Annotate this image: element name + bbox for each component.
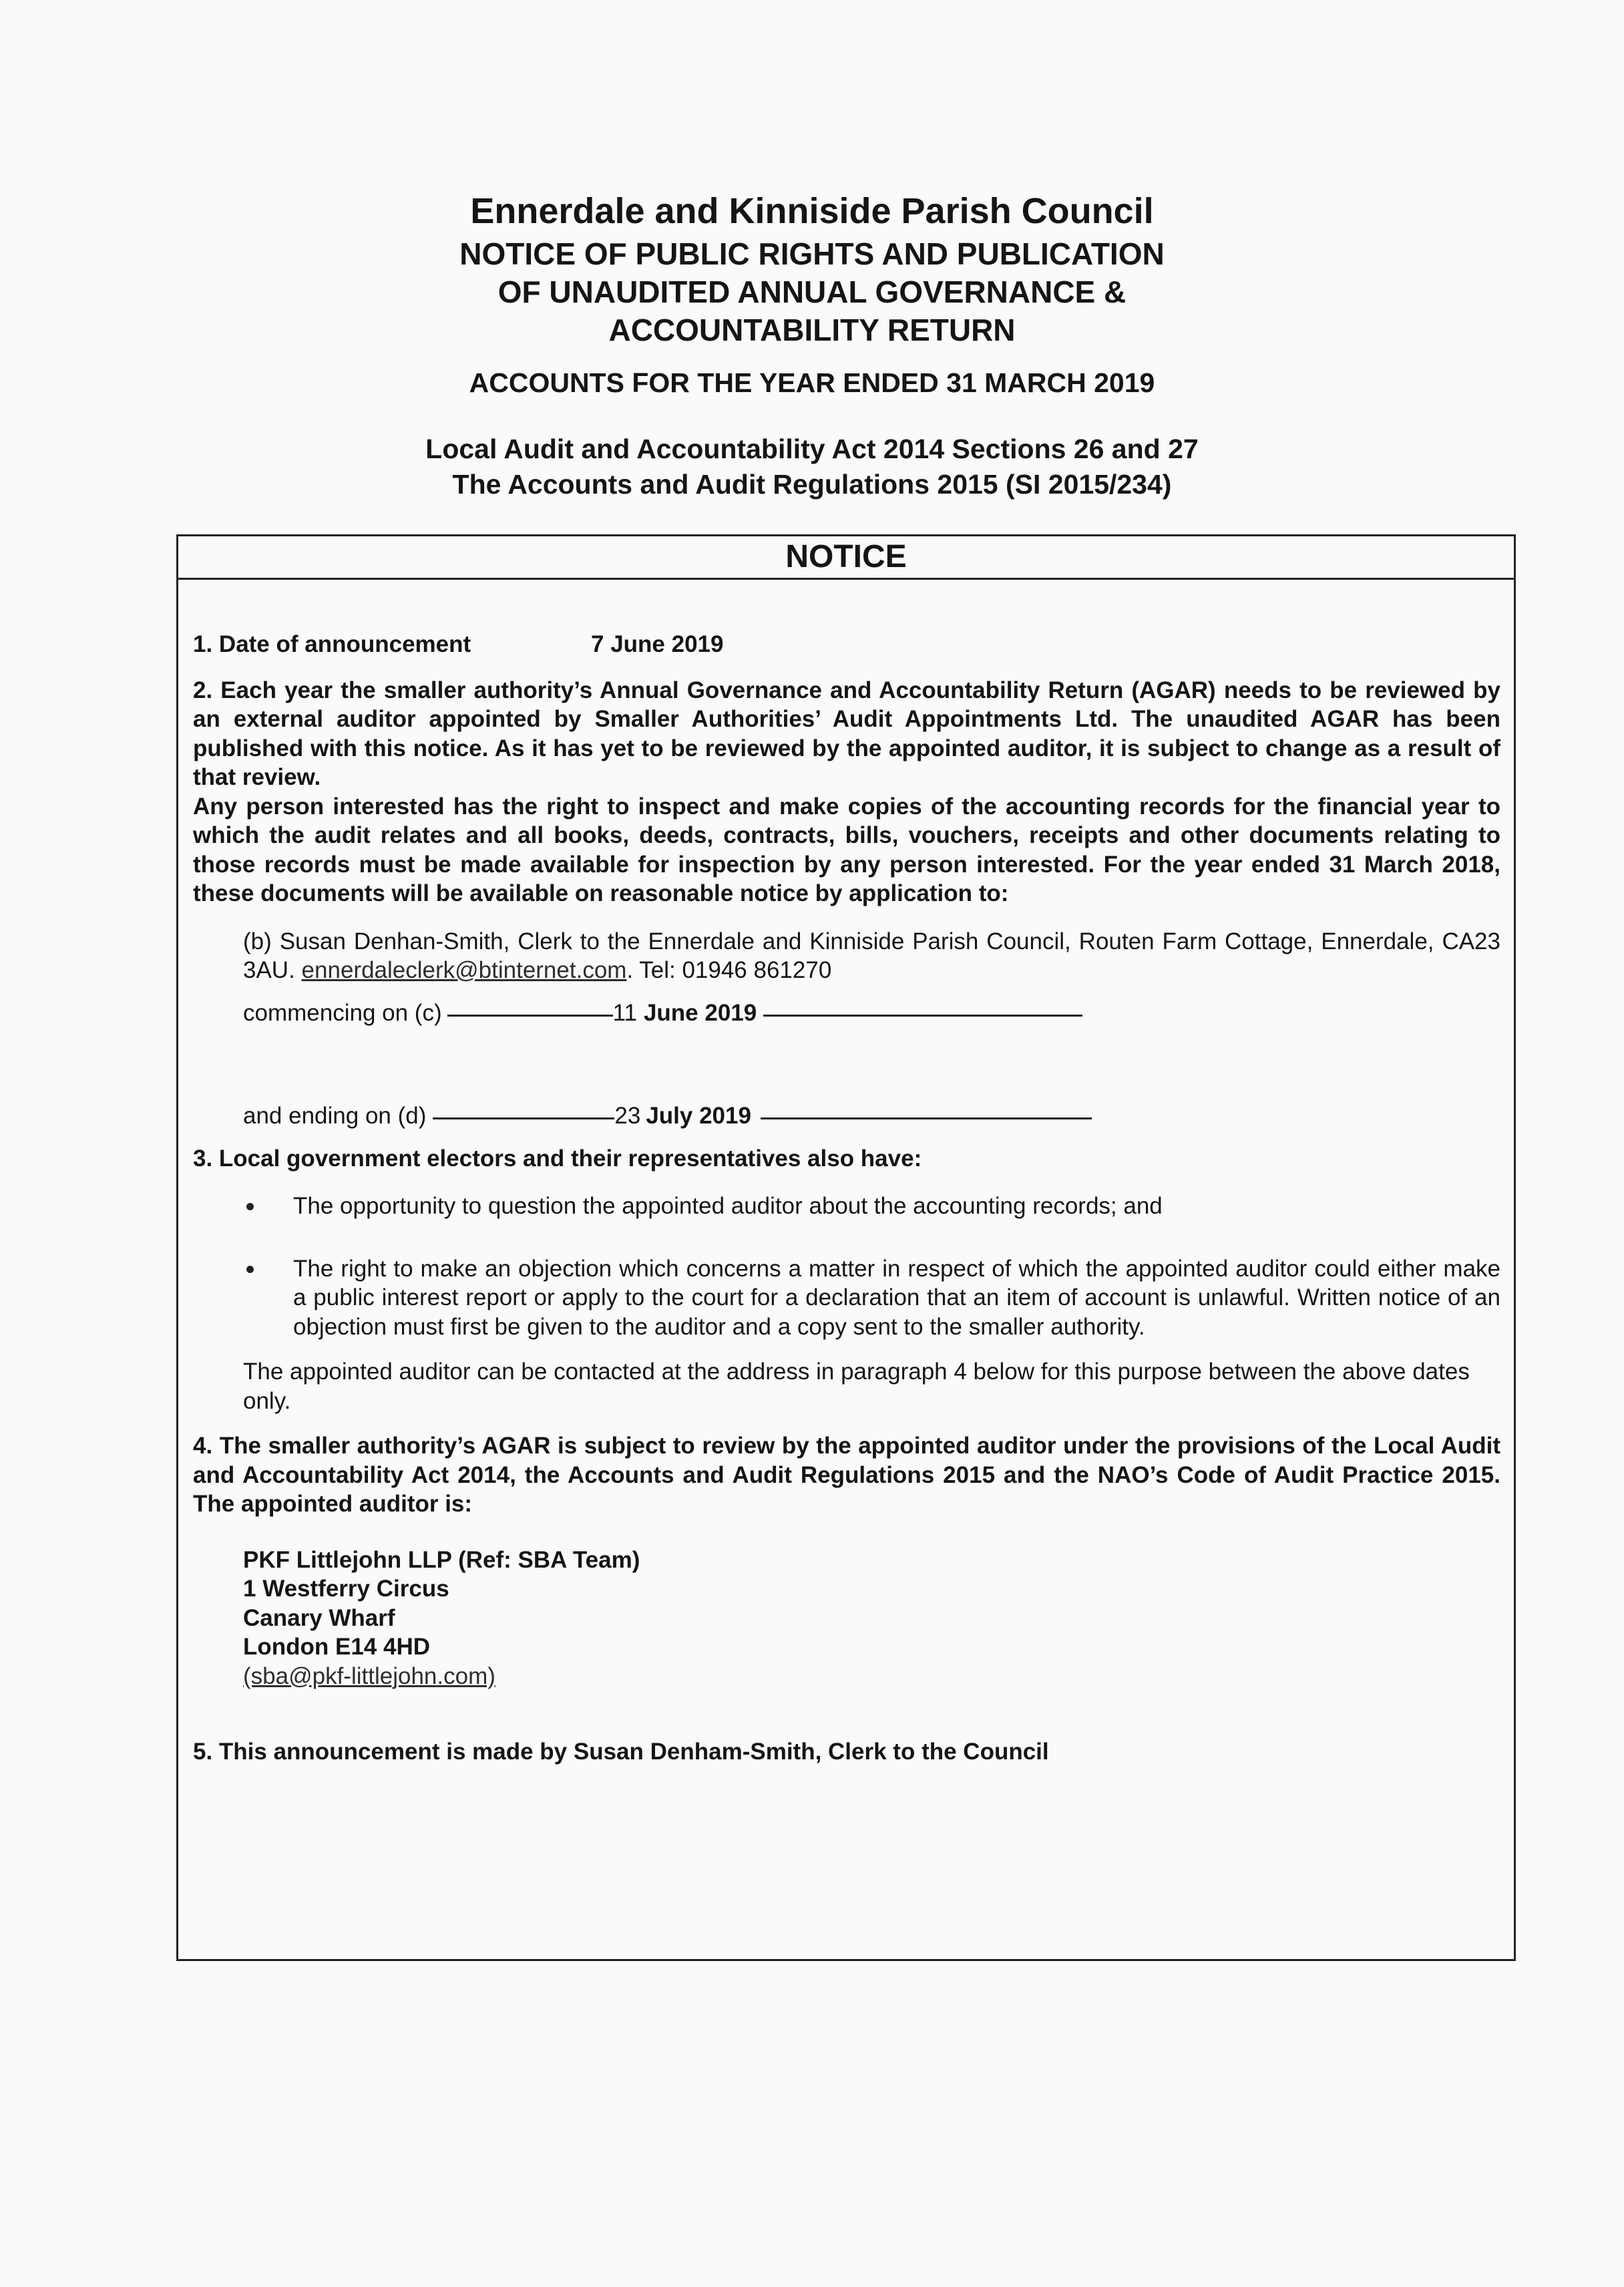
notice-heading-line: NOTICE OF PUBLIC RIGHTS AND PUBLICATION: [459, 236, 1165, 271]
commencing-blank-line-end: [763, 1015, 1082, 1017]
item4-heading: 4. The smaller authority’s AGAR is subject to review by the appointed auditor under the provisions of the Local Audit and Accountability Act 2014, the Accounts and Audit Regulations 2015 and the NAO’s Code of Audit Practice 2015. The appointed auditor is:: [193, 1433, 1500, 1517]
clerk-email-link[interactable]: ennerdaleclerk@btinternet.com: [301, 957, 627, 983]
item2-inspection-paragraph: Any person interested has the right to inspect and make copies of the accounting records for the financial year to which the audit relates and all books, deeds, contracts, bills, vouchers, receipts and other documents relating to those records must be made available for inspection by any person interested. For the year ended 31 March 2018, these documents will be available on reasonable notice by application to:: [193, 793, 1500, 906]
announcement-date-label: 1. Date of announcement: [193, 631, 471, 657]
notice-box: [176, 534, 1516, 1961]
commencing-blank-line: [447, 1015, 613, 1017]
announcement-date-value: 7 June 2019: [591, 631, 724, 657]
rights-list-item: [193, 1192, 1500, 1221]
notice-heading-line: ACCOUNTABILITY RETURN: [608, 313, 1016, 347]
rights-list-item: [193, 1254, 1500, 1342]
auditor-address-line: London E14 4HD: [243, 1634, 431, 1660]
auditor-email-text[interactable]: (sba@pkf-littlejohn.com): [243, 1662, 495, 1689]
commencing-month: June 2019: [643, 999, 757, 1026]
ending-blank-line: [433, 1117, 614, 1119]
commencing-label: commencing on (c): [243, 999, 442, 1026]
auditor-address-line: PKF Littlejohn LLP (Ref: SBA Team): [243, 1546, 640, 1573]
legislation-references: [0, 431, 1624, 502]
rights-list: [193, 1192, 1500, 1341]
clerk-contact: [193, 927, 1500, 985]
notice-box-title: NOTICE: [178, 536, 1514, 580]
item5-announcement: 5. This announcement is made by Susan Denham-Smith, Clerk to the Council: [193, 1739, 1049, 1765]
auditor-address: [193, 1546, 1500, 1691]
announcement-date-row: [193, 630, 1500, 659]
auditor-contact-note: The appointed auditor can be contacted at the address in paragraph 4 below for this purpose between the above dates only.: [243, 1359, 1470, 1414]
item2-paragraph: 2. Each year the smaller authority’s Annual Governance and Accountability Return (AGAR) needs to be reviewed by an external auditor appointed by Smaller Authorities’ Audit Appointments Ltd. The unaudited AGAR has been published with this notice. As it has yet to be reviewed by the appointed auditor, it is subject to change as a result of that review.: [193, 677, 1500, 790]
rights-list-item-text: The opportunity to question the appointed auditor about the accounting records; and: [293, 1193, 1163, 1219]
bullet-icon: [246, 1266, 254, 1273]
auditor-address-line: Canary Wharf: [243, 1604, 395, 1631]
clerk-contact-text: (b) Susan Denhan-Smith, Clerk to the Ennerdale and Kinniside Parish Council, Routen Farm Cottage, Ennerdale, CA23 3AU.: [243, 928, 1500, 983]
item3-heading: 3. Local government electors and their representatives also have:: [193, 1145, 922, 1172]
legislation-line: The Accounts and Audit Regulations 2015 (SI 2015/234): [452, 469, 1172, 500]
notice-content: [193, 630, 1500, 1767]
notice-heading: [0, 235, 1624, 349]
auditor-email-link[interactable]: [243, 1662, 1500, 1691]
clerk-telephone: . Tel: 01946 861270: [626, 957, 832, 983]
auditor-address-line: 1 Westferry Circus: [243, 1576, 449, 1602]
accounts-year-heading: ACCOUNTS FOR THE YEAR ENDED 31 MARCH 2019: [469, 367, 1155, 398]
commencing-row: [193, 999, 1500, 1028]
commencing-day: 11: [612, 999, 637, 1026]
ending-blank-line-end: [761, 1117, 1092, 1119]
bullet-icon: [246, 1203, 254, 1210]
ending-month: July 2019: [646, 1103, 751, 1129]
legislation-line: Local Audit and Accountability Act 2014 Sections 26 and 27: [425, 433, 1199, 464]
ending-row: [193, 1101, 1500, 1131]
council-name: Ennerdale and Kinniside Parish Council: [470, 191, 1154, 231]
rights-list-item-text: The right to make an objection which concerns a matter in respect of which the appointed auditor could either make a public interest report or apply to the court for a declaration that an item of account is unlawful. Written notice of an objection must first be given to the auditor and a copy sent to the smaller authority.: [293, 1255, 1500, 1340]
ending-label: and ending on (d): [243, 1103, 427, 1129]
ending-day: 23: [614, 1103, 641, 1129]
notice-heading-line: OF UNAUDITED ANNUAL GOVERNANCE &: [497, 275, 1127, 309]
